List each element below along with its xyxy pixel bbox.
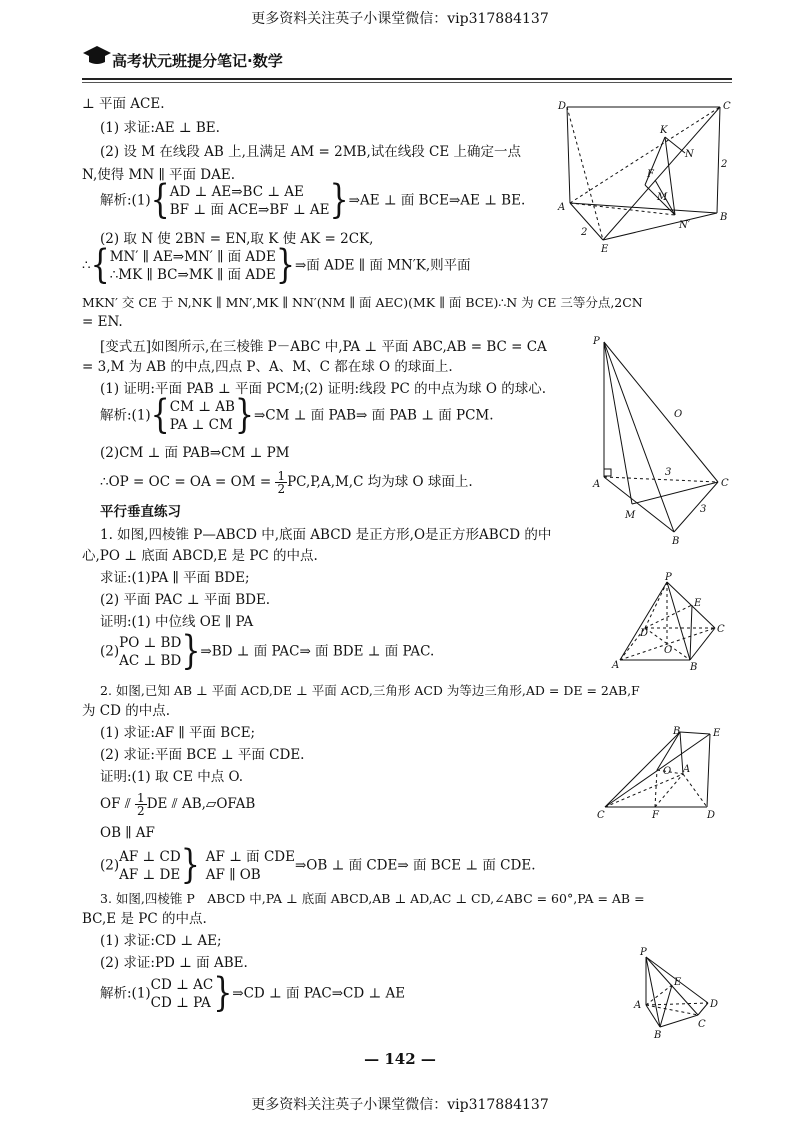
formula-stack (119, 848, 181, 884)
text-line: ⊥ 平面 ACE. (82, 96, 165, 112)
formula-result: ⇒AE ⊥ 面 BCE⇒AE ⊥ BE. (348, 192, 526, 209)
label-D: D (558, 101, 567, 112)
label-P: P (593, 336, 600, 347)
formula-prefix: (2) (100, 643, 120, 660)
formula-result: ⇒CM ⊥ 面 PAB⇒ 面 PAB ⊥ 面 PCM. (253, 407, 494, 424)
brace: { (150, 392, 170, 439)
formula-prefix: (2) (100, 857, 120, 874)
text-line: [变式五]如图所示,在三棱锥 P－ABC 中,PA ⊥ 平面 ABC,AB = BC = CA (100, 339, 547, 355)
label-D: D (640, 628, 649, 639)
formula-prefix: 解析:(1) (100, 985, 151, 1002)
text-line: 为 CD 的中点. (82, 703, 171, 719)
formula-row: CM ⊥ AB (169, 399, 235, 415)
label-length: 2 (581, 227, 588, 238)
formula-line (82, 242, 471, 289)
watermark-top: 更多资料关注英子小课堂微信：vip317884137 (251, 11, 549, 27)
formula-row: AC ⊥ BD (119, 653, 182, 669)
header-title: 高考状元班提分笔记·数学 (112, 52, 283, 70)
formula-row: PA ⊥ CM (169, 417, 233, 433)
formula-line (100, 470, 473, 495)
label-K: K (660, 125, 668, 136)
label-A: A (683, 764, 691, 775)
formula-row: CD ⊥ PA (150, 995, 211, 1011)
label-length: 3 (700, 504, 707, 515)
label-N-prime: N′ (679, 220, 691, 231)
text-line: (2) 平面 PAC ⊥ 平面 BDE. (100, 592, 271, 608)
formula-row: AF ⊥ DE (119, 867, 181, 883)
text-line: (2) 取 N 使 2BN = EN,取 K 使 AK = 2CK, (100, 231, 374, 247)
label-P: P (665, 572, 672, 583)
text-line: 证明:(1) 取 CE 中点 O. (100, 769, 244, 785)
label-M: M (625, 510, 636, 521)
formula-row: MN′ ∥ AE⇒MN′ ∥ 面 ADE (109, 249, 276, 265)
text-line: 求证:(1)PA ∥ 平面 BDE; (100, 570, 250, 586)
formula-stack (151, 976, 214, 1012)
text-line: (1) 证明:平面 PAB ⊥ 平面 PCM;(2) 证明:线段 PC 的中点为球 O 的球心. (100, 381, 547, 397)
text-line: 1. 如图,四棱锥 P—ABCD 中,底面 ABCD 是正方形,O是正方形ABCD 的中 (100, 527, 552, 543)
label-C: C (597, 810, 605, 821)
label-M: M (657, 192, 668, 203)
label-A: A (634, 1000, 642, 1011)
text-line: OB ∥ AF (100, 825, 155, 841)
formula-result: DE ⫽ AB,▱OFAB (146, 796, 256, 812)
text-line: (1) 求证:CD ⊥ AE; (100, 933, 222, 949)
text-line: BC,E 是 PC 的中点. (82, 911, 207, 927)
formula-result: ⇒OB ⊥ 面 CDE⇒ 面 BCE ⊥ 面 CDE. (294, 857, 536, 874)
label-E: E (601, 244, 609, 255)
brace: } (180, 842, 200, 889)
label-D: D (710, 999, 719, 1010)
header-rule (82, 78, 732, 80)
formula-prefix: 解析:(1) (100, 192, 151, 209)
brace: } (234, 392, 254, 439)
label-B: B (654, 1030, 662, 1040)
header-rule-thin (82, 82, 732, 83)
formula-row: ∴MK ∥ BC⇒MK ∥ 面 ADE (109, 267, 276, 283)
text-line: (2) 设 M 在线段 AB 上,且满足 AM = 2MB,试在线段 CE 上确定一点 (100, 144, 522, 160)
formula-line (100, 970, 406, 1017)
formula-stack (170, 183, 330, 219)
figure-pyramid-sphere (590, 332, 740, 547)
formula-row: PO ⊥ BD (119, 635, 182, 651)
text-line: (2) 求证:平面 BCE ⊥ 平面 CDE. (100, 747, 305, 763)
label-A: A (612, 660, 620, 671)
formula-result: ⇒CD ⊥ 面 PAC⇒CD ⊥ AE (232, 985, 406, 1002)
label-length: 2 (721, 159, 728, 170)
label-B: B (720, 212, 728, 223)
brace: } (213, 970, 233, 1017)
label-B: B (673, 726, 681, 737)
label-C: C (723, 101, 731, 112)
formula-prefix: ∴ (82, 257, 91, 274)
brace: } (181, 628, 201, 675)
text-line: 证明:(1) 中位线 OE ∥ PA (100, 614, 254, 630)
formula-result: PC,P,A,M,C 均为球 O 球面上. (287, 474, 473, 490)
formula-result: ⇒面 ADE ∥ 面 MN′K,则平面 (294, 257, 471, 274)
text-line: MKN′ 交 CE 于 N,NK ∥ MN′,MK ∥ NN′(NM ∥ 面 AEC)(MK ∥ 面 BCE)∴N 为 CE 三等分点,2CN (82, 295, 643, 310)
label-B: B (672, 536, 680, 547)
denominator: 2 (277, 482, 286, 496)
label-E: E (694, 598, 702, 609)
numerator: 1 (137, 791, 145, 805)
label-E: E (713, 728, 721, 739)
label-C: C (698, 1019, 706, 1030)
formula-prefix: 解析:(1) (100, 407, 151, 424)
watermark-bottom: 更多资料关注英子小课堂微信：vip317884137 (251, 1097, 549, 1113)
formula-line (100, 177, 526, 224)
formula-prefix: OF ⫽ (100, 796, 131, 812)
formula-line (100, 628, 435, 675)
denominator: 2 (137, 804, 145, 818)
brace: { (150, 177, 170, 224)
page-number: — 142 — (364, 1050, 436, 1068)
label-D: D (707, 810, 716, 821)
fraction (275, 470, 287, 495)
formula-row: AD ⊥ AE⇒BC ⊥ AE (169, 184, 304, 200)
formula-stack (206, 848, 295, 884)
label-E: E (674, 977, 682, 988)
section-title: 平行垂直练习 (100, 504, 181, 520)
label-P: P (640, 947, 647, 958)
label-length: 3 (665, 467, 672, 478)
label-A: A (558, 202, 566, 213)
text-line: (1) 求证:AF ∥ 平面 BCE; (100, 725, 256, 741)
label-B: B (690, 662, 698, 673)
formula-row: AF ∥ OB (205, 867, 261, 883)
formula-row: CD ⊥ AC (150, 977, 214, 993)
label-O: O (663, 766, 672, 777)
text-line: (2)CM ⊥ 面 PAB⇒CM ⊥ PM (100, 445, 290, 461)
text-line: (1) 求证:AE ⊥ BE. (100, 120, 220, 136)
formula-stack (170, 398, 235, 434)
fraction (135, 792, 147, 817)
formula-line (100, 392, 494, 439)
numerator: 1 (277, 469, 286, 483)
figure-prism (555, 95, 740, 265)
label-F: F (652, 810, 659, 821)
formula-line (100, 842, 536, 889)
formula-row: AF ⊥ CD (119, 849, 181, 865)
formula-result: ⇒BD ⊥ 面 PAC⇒ 面 BDE ⊥ 面 PAC. (200, 643, 435, 660)
label-O: O (674, 409, 683, 420)
label-C: C (717, 624, 725, 635)
text-line: = EN. (82, 314, 123, 330)
formula-row: AF ⊥ 面 CDE (205, 849, 295, 865)
text-line: 心,PO ⊥ 底面 ABCD,E 是 PC 的中点. (82, 548, 318, 564)
figure-square-pyramid (610, 570, 735, 675)
formula-line (100, 792, 255, 817)
figure-pyramid-pabcd (630, 945, 725, 1040)
text-line: (2) 求证:PD ⊥ 面 ABE. (100, 955, 248, 971)
text-line: 3. 如图,四棱锥 P ABCD 中,PA ⊥ 底面 ABCD,AB ⊥ AD,AC ⊥ CD,∠ABC = 60°,PA = AB = (100, 891, 645, 906)
formula-row: BF ⊥ 面 ACE⇒BF ⊥ AE (169, 202, 330, 218)
label-C: C (721, 478, 729, 489)
label-O: O (664, 645, 673, 656)
brace: } (275, 242, 295, 289)
text-line: = 3,M 为 AB 的中点,四点 P、A、M、C 都在球 O 的球面上. (82, 359, 453, 375)
label-A: A (593, 479, 601, 490)
text-line: N,使得 MN ∥ 平面 DAE. (82, 167, 235, 183)
label-F: F (647, 169, 654, 180)
figure-prism-bcde (595, 722, 735, 822)
brace: { (90, 242, 110, 289)
text-line: 2. 如图,已知 AB ⊥ 平面 ACD,DE ⊥ 平面 ACD,三角形 ACD 为等边三角形,AD = DE = 2AB,F (100, 683, 640, 698)
graduation-cap-icon (82, 44, 112, 66)
label-N: N (685, 149, 694, 160)
brace: } (329, 177, 349, 224)
formula-prefix: ∴OP = OC = OA = OM = (100, 474, 272, 490)
formula-stack (119, 634, 181, 670)
formula-stack (110, 248, 276, 284)
